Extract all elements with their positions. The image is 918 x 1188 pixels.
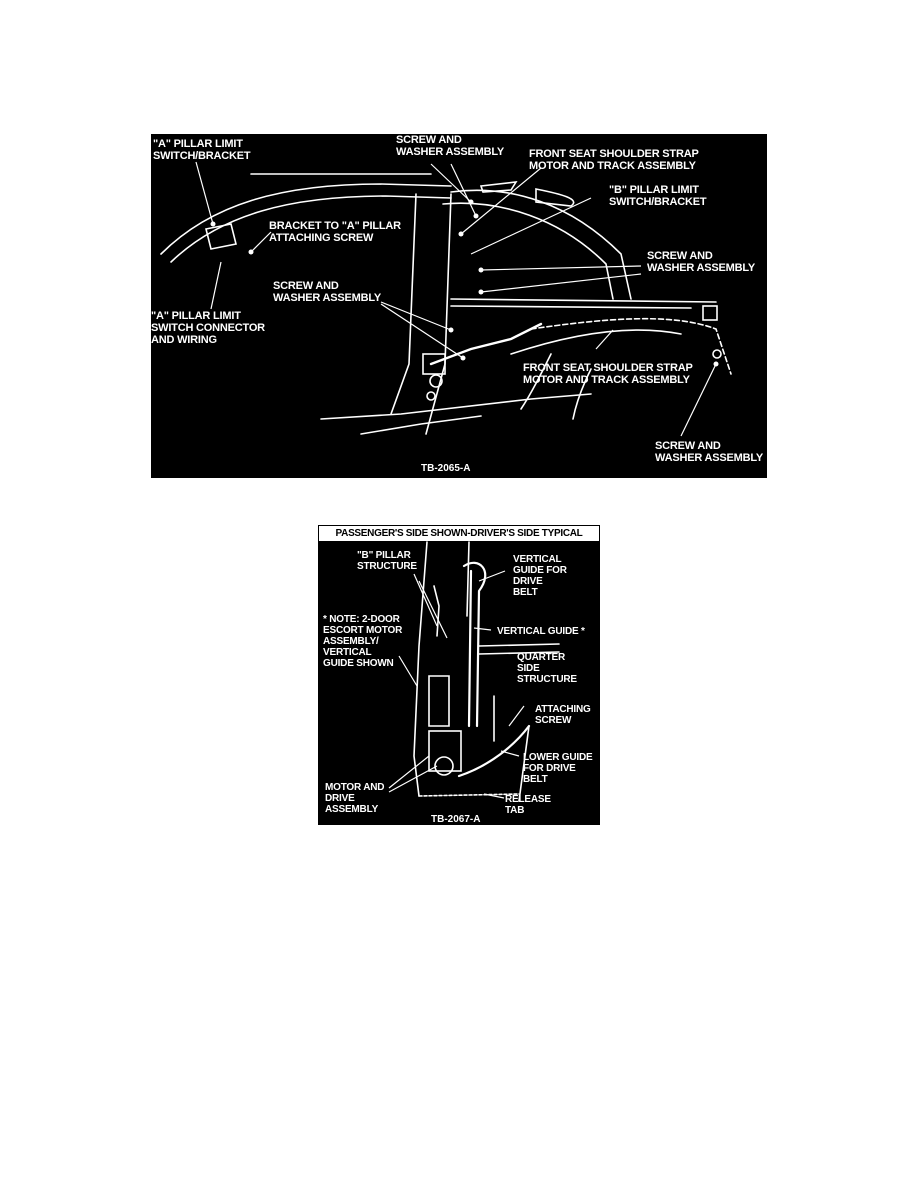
label-screw-washer-bottom: SCREW AND WASHER ASSEMBLY [655,440,764,464]
label-screw-washer-mid: SCREW AND WASHER ASSEMBLY [273,280,382,304]
label-bracket-attaching-screw: BRACKET TO "A" PILLAR ATTACHING SCREW [269,220,401,244]
label-front-seat-strap-top: FRONT SEAT SHOULDER STRAP MOTOR AND TRACK ASSEMBLY [529,148,699,172]
label-lower-guide-drive-belt: LOWER GUIDE FOR DRIVE BELT [523,752,593,785]
figure-2-id: TB-2067-A [431,814,481,825]
label-vertical-guide: VERTICAL GUIDE * [497,626,585,637]
label-motor-drive-assembly: MOTOR AND DRIVE ASSEMBLY [325,782,385,815]
label-b-pillar-structure: "B" PILLAR STRUCTURE [357,550,417,572]
label-a-pillar-switch-bracket: "A" PILLAR LIMIT SWITCH/BRACKET [153,138,251,162]
label-vertical-guide-drive-belt: VERTICAL GUIDE FOR DRIVE BELT [513,554,567,598]
figure-1-diagram [151,134,767,478]
label-note-escort: * NOTE: 2-DOOR ESCORT MOTOR ASSEMBLY/ VERTICAL GUIDE SHOWN [323,614,403,669]
label-attaching-screw: ATTACHING SCREW [535,704,591,726]
label-release-tab: RELEASE TAB [505,794,551,816]
label-front-seat-strap-bottom: FRONT SEAT SHOULDER STRAP MOTOR AND TRACK ASSEMBLY [523,362,693,386]
label-screw-washer-right: SCREW AND WASHER ASSEMBLY [647,250,756,274]
figure-1-id: TB-2065-A [421,463,471,474]
label-quarter-side-structure: QUARTER SIDE STRUCTURE [517,652,577,685]
label-a-pillar-connector-wiring: "A" PILLAR LIMIT SWITCH CONNECTOR AND WIRING [151,310,265,346]
label-screw-washer-top: SCREW AND WASHER ASSEMBLY [396,134,505,158]
figure-2-diagram [318,525,600,825]
figure-2-banner: PASSENGER'S SIDE SHOWN-DRIVER'S SIDE TYPICAL [319,526,599,541]
label-b-pillar-switch-bracket: "B" PILLAR LIMIT SWITCH/BRACKET [609,184,707,208]
